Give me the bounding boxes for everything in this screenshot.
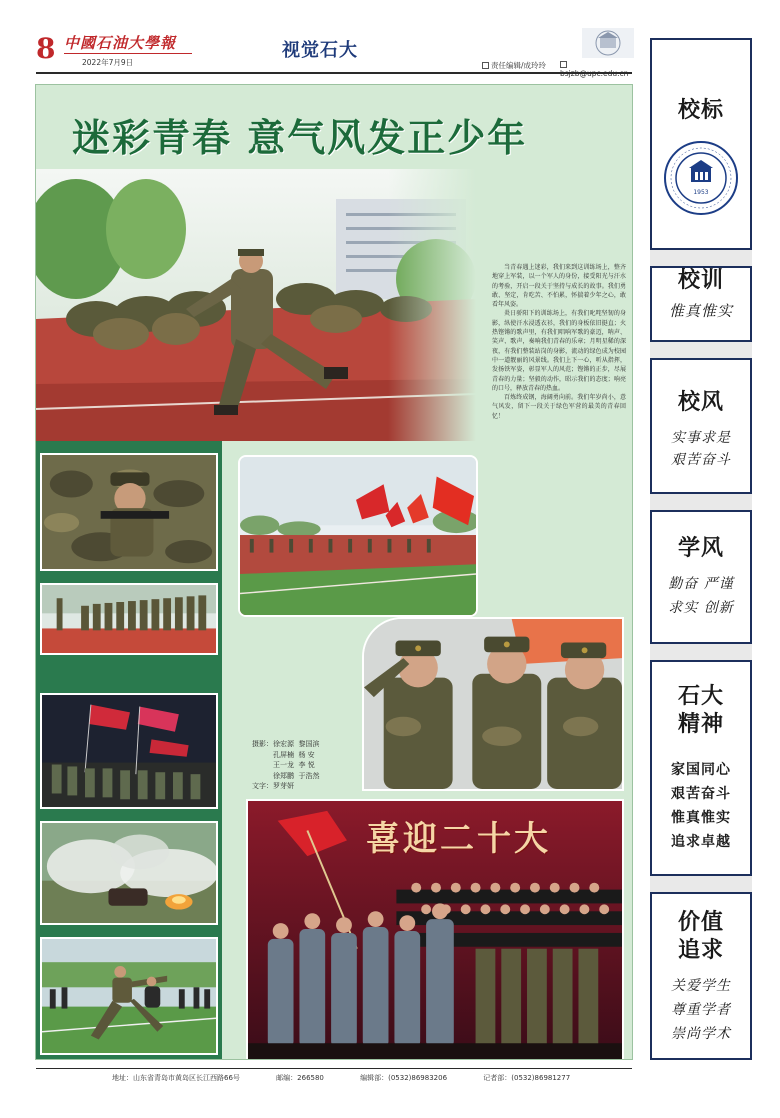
spirit-title-line: 石大: [677, 684, 724, 709]
headline: 迷彩青春 意气风发正少年: [72, 115, 528, 160]
masthead: 中國石油大學報: [64, 34, 177, 52]
body-paragraph: 当青春遇上迷彩，我们来到这训练场上，整齐地穿上军装，以一个军人的身份，接受阳光与汗水的考验，开启一段关于坚持与成长的故事。我们勇敢、坚定，肯吃苦、不怕累，怀揣着少年之心，敢看年风姿。: [492, 264, 626, 309]
spirit-line: 家国同心: [671, 762, 731, 778]
photographer: 于浩然: [298, 771, 320, 780]
page-footer: [112, 1073, 604, 1083]
study-style-line: 求实 创新: [668, 600, 734, 616]
writer: 罗芽妍: [273, 782, 294, 790]
article-body: [492, 263, 626, 421]
photographer: 徐宏源: [273, 740, 294, 748]
header-rule: [36, 72, 632, 74]
checkbox-icon: [560, 61, 567, 68]
feature-panel: [35, 84, 633, 1060]
footer-reporters-phone: 记者部：(0532)86981277: [483, 1074, 571, 1082]
spirit-line: 艰苦奋斗: [671, 786, 731, 802]
ethos-title: 校风: [677, 390, 724, 415]
body-paragraph: 百炼终成钢，海阔勇向前。我们年岁尚小，意气风发，留下一段关于绿色军营的最美的青春回忆！: [492, 394, 626, 420]
spirit-line: 追求卓越: [671, 834, 731, 850]
credit-row: [252, 760, 360, 771]
masthead-underline: [64, 53, 192, 54]
credit-row: [252, 750, 360, 761]
editor-text: 责任编辑/成玲玲: [491, 61, 547, 70]
photo-flag-parade: [238, 455, 478, 617]
credit-row: [252, 781, 360, 792]
photo-credits: [252, 739, 360, 792]
study-style-line: 勤奋 严谨: [668, 576, 734, 592]
footer-rule: [36, 1068, 632, 1069]
university-emblem-icon: [663, 140, 739, 216]
photo-fire-drill: [40, 821, 218, 925]
footer-address: 地址：山东省青岛市黄岛区长江西路66号: [112, 1074, 240, 1082]
university-sidebar: [650, 38, 752, 1060]
emblem-title: 校标: [677, 98, 724, 123]
credit-row: [252, 771, 360, 782]
publication-date: 2022年7月9日: [82, 58, 134, 67]
body-paragraph: 炎日骄阳下的训练场上，有我们叱咤坚韧的身影，纵使汗水浸透衣衫，我们的身板依旧挺直；火热铿锵的歌声里，有我们唱响军歌的豪迈，呐声、笑声、歌声，奏响我们青春的乐章；月明星稀的深夜，有我们整装站岗的身影，流动的绿色成为校园中一道靓丽的风景线。我们上下一心，听从指挥，发扬铁军姿，彰显军人的风范；铿锵的正步，尽展青春的力量；坚毅的动作，昭示我们的态度；响亮的口号，释放青春的热血。: [492, 310, 626, 392]
spirit-line: 惟真惟实: [671, 810, 731, 826]
values-line: 关爱学生: [671, 978, 731, 994]
stage-banner: 喜迎二十大: [366, 819, 551, 859]
values-title-line: 价值: [677, 910, 724, 935]
photo-stage-performance: [246, 799, 624, 1060]
emblem-year: 1953: [693, 189, 709, 196]
text-label: 文字：: [252, 782, 273, 790]
values-title-line: 追求: [677, 938, 724, 963]
sidebar-separator: [650, 248, 752, 268]
photo-marching-troops: [36, 169, 476, 441]
values-line: 尊重学者: [671, 1002, 731, 1018]
photographer: 黎国滨: [298, 740, 320, 748]
editor-credit: [482, 60, 546, 71]
sidebar-separator: [650, 492, 752, 512]
photo-salute: [362, 617, 624, 791]
photographer: 徐郑鹏: [273, 771, 294, 780]
photo-label: 摄影：: [252, 740, 273, 748]
values-line: 崇尚学术: [671, 1026, 731, 1042]
sidebar-separator: [650, 340, 752, 360]
motto-title: 校训: [677, 268, 724, 293]
photo-night-flag-march: [40, 693, 218, 809]
motto-text: 惟真惟实: [668, 302, 733, 320]
photographer: 李 悦: [298, 761, 315, 769]
credit-row: [252, 739, 360, 750]
ethos-line: 实事求是: [671, 430, 731, 446]
section-title: 视觉石大: [282, 40, 358, 61]
checkbox-icon: [482, 62, 489, 69]
photo-aiming-soldier: [40, 453, 218, 571]
photo-martial-arts-drill: [40, 937, 218, 1055]
photo-troop-formation: [40, 583, 218, 655]
sidebar-separator: [650, 642, 752, 662]
email-credit: [560, 60, 632, 78]
photographer: 孔屏楠: [273, 750, 294, 759]
page-header: [36, 28, 632, 74]
footer-editorial-phone: 编辑部：(0532)86983206: [360, 1074, 448, 1082]
study-style-title: 学风: [677, 536, 724, 561]
ethos-line: 艰苦奋斗: [671, 452, 731, 468]
campus-building-icon: [582, 28, 634, 58]
photographer: 杨 安: [298, 750, 315, 759]
footer-postcode: 邮编：266580: [276, 1074, 324, 1082]
spirit-title-line: 精神: [677, 712, 724, 737]
page-number: 8: [36, 32, 56, 65]
photographer: 王一龙: [273, 761, 294, 769]
sidebar-separator: [650, 874, 752, 894]
